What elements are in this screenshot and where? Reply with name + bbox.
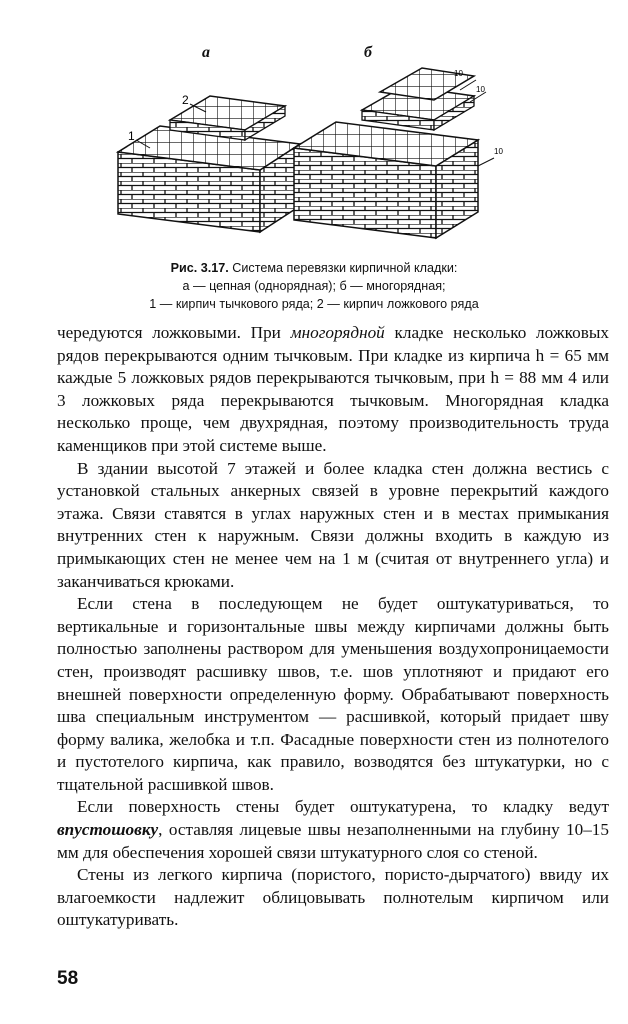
paragraph: В здании высотой 7 этажей и более кладка стен должна вестись с установкой стальных анкерных связей в уровне перекрытий каждого этажа. Связи ставятся в углах наружных стен и в местах примыкания внутренних стен к наружным. Связи должны входить в каждую из примыкающих стен не менее чем на 1 м (считая от внутреннего угла) и заканчиваться крюками. (57, 458, 609, 591)
callout-b-bot: 10 (494, 147, 503, 156)
callout-b-top: 10 (454, 69, 463, 78)
paragraph: Если поверхность стены будет оштукатурена, то кладку ведут впустошовку, оставляя лицевые швы незаполненными на глубину 10–15 мм для обеспечения хорошей связи штукатурного слоя со стеной. (57, 797, 609, 862)
term-bold-italic: впустошовку (57, 820, 159, 840)
callout-b-mid: 10 (476, 85, 485, 94)
figure-label-b: б (364, 44, 372, 61)
paragraph: Стены из легкого кирпича (пористого, пористо-дырчатого) ввиду их влагоемкости надлежит облицовывать полнотелым кирпичом или оштукатуривать. (57, 865, 609, 930)
caption-ref: Рис. 3.17. (170, 261, 229, 275)
brickwork-illustration-b (288, 62, 518, 242)
caption-line-2: а — цепная (однорядная); б — многорядная; (182, 279, 446, 293)
callout-1: 1 (128, 129, 135, 143)
caption-line-3: 1 — кирпич тычкового ряда; 2 — кирпич ложкового ряда (149, 297, 479, 311)
paragraph: чередуются ложковыми. При многорядной кладке несколько ложковых рядов перекрываются одним тычковым. При кладке из кирпича h = 65 мм каждые 5 ложковых рядов перекрываются тычковым, при h = 88 мм 4 или 3 ложковых ряда перекрываются тычковым. Многорядная кладка несколько проще, чем двухрядная, поэтому производительность труда каменщиков при этой системе выше. (57, 323, 610, 455)
paragraph: Если стена в последующем не будет оштукатуриваться, то вертикальные и горизонтальные швы между кирпичами должны быть полностью заполнены раствором для уменьшения воздухопроницаемости стен, производят расшивку швов, т.е. шов уплотняют и придают его внешней поверхности определенную форму. Обрабатывают поверхность шва специальным инструментом — расшивкой, который придает шву форму валика, желобка и т.п. Фасадные поверхности стен из полнотелого и пустотелого кирпича, как правило, возводятся без штукатурки, но с тщательной расшивкой швов. (57, 594, 609, 794)
term-italic: многорядной (290, 323, 385, 342)
callout-2: 2 (182, 93, 189, 107)
page-number: 58 (57, 968, 79, 989)
brickwork-illustration-a (110, 82, 310, 242)
body-text (57, 322, 609, 932)
figure-label-a: а (202, 44, 210, 61)
figure-caption (60, 259, 568, 313)
caption-title: Система перевязки кирпичной кладки: (232, 261, 458, 275)
